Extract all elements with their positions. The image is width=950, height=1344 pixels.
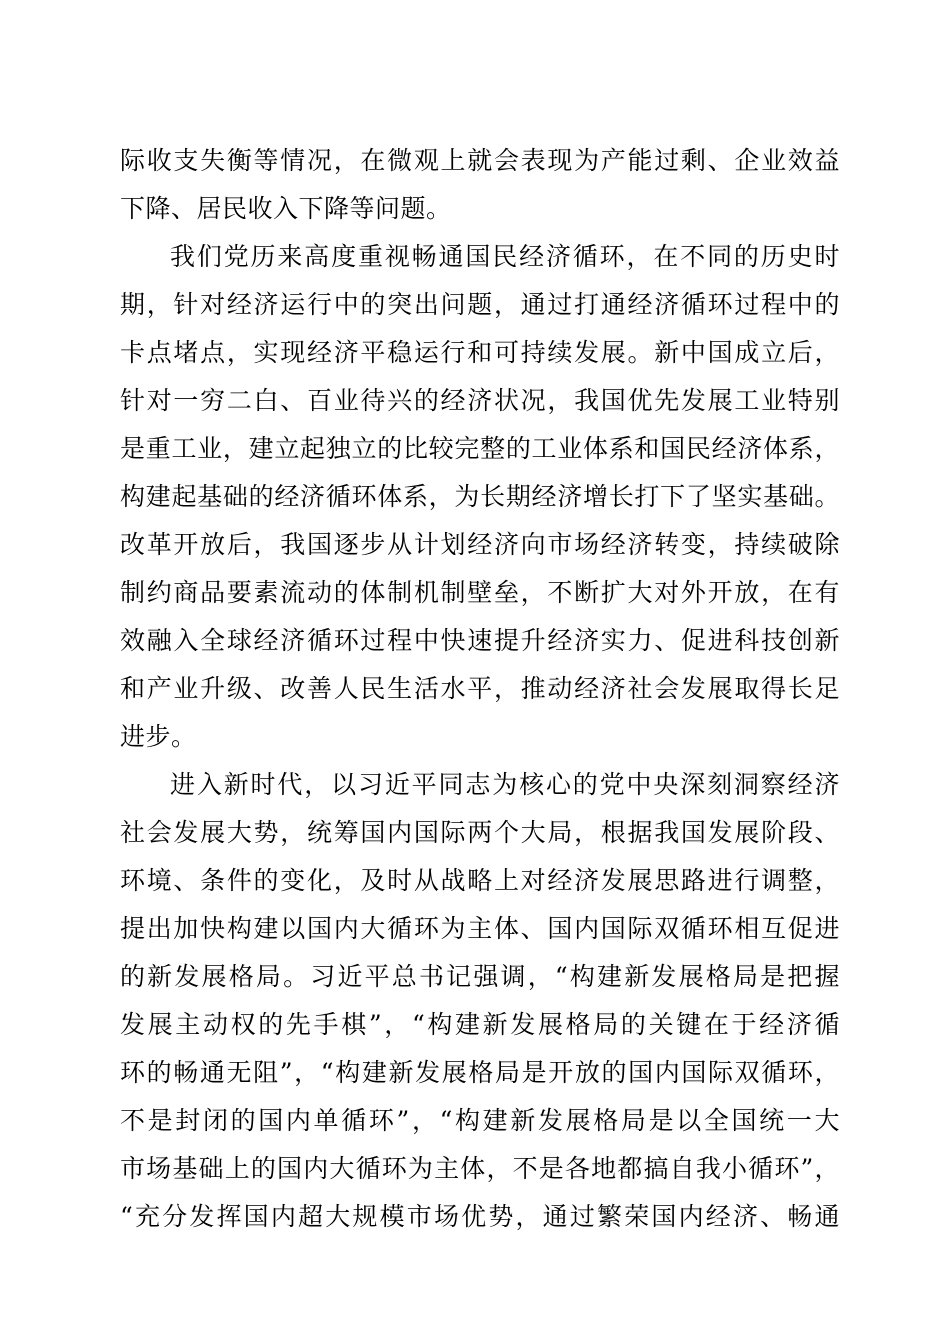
text-line: 际收支失衡等情况，在微观上就会表现为产能过剩、企业效益 — [120, 146, 840, 175]
text-line: 进入新时代，以习近平同志为核心的党中央深刻洞察经济 — [170, 770, 840, 799]
text-line: 下降、居民收入下降等问题。 — [120, 194, 452, 223]
text-line: 社会发展大势，统筹国内国际两个大局，根据我国发展阶段、 — [120, 818, 840, 847]
text-line: 期，针对经济运行中的突出问题，通过打通经济循环过程中的 — [120, 290, 840, 319]
text-line: 发展主动权的先手棋”，“构建新发展格局的关键在于经济循 — [120, 1010, 840, 1039]
text-line: 是重工业，建立起独立的比较完整的工业体系和国民经济体系， — [120, 434, 840, 463]
text-line: 不是封闭的国内单循环”，“构建新发展格局是以全国统一大 — [120, 1106, 840, 1135]
text-line: 我们党历来高度重视畅通国民经济循环，在不同的历史时 — [170, 242, 840, 271]
text-line: “充分发挥国内超大规模市场优势，通过繁荣国内经济、畅通 — [120, 1202, 840, 1231]
text-line: 构建起基础的经济循环体系，为长期经济增长打下了坚实基础。 — [120, 482, 840, 511]
text-line: 效融入全球经济循环过程中快速提升经济实力、促进科技创新 — [120, 626, 840, 655]
text-line: 制约商品要素流动的体制机制壁垒，不断扩大对外开放，在有 — [120, 578, 840, 607]
text-line: 市场基础上的国内大循环为主体，不是各地都搞自我小循环”， — [120, 1154, 840, 1183]
text-line: 提出加快构建以国内大循环为主体、国内国际双循环相互促进 — [120, 914, 840, 943]
text-line: 改革开放后，我国逐步从计划经济向市场经济转变，持续破除 — [120, 530, 840, 559]
text-line: 和产业升级、改善人民生活水平，推动经济社会发展取得长足 — [120, 674, 840, 703]
text-line: 环的畅通无阻”，“构建新发展格局是开放的国内国际双循环， — [120, 1058, 840, 1087]
document-body — [120, 137, 840, 1241]
text-line: 的新发展格局。习近平总书记强调，“构建新发展格局是把握 — [120, 962, 840, 991]
text-line: 环境、条件的变化，及时从战略上对经济发展思路进行调整， — [120, 866, 840, 895]
text-line: 卡点堵点，实现经济平稳运行和可持续发展。新中国成立后， — [120, 338, 840, 367]
text-line: 针对一穷二白、百业待兴的经济状况，我国优先发展工业特别 — [120, 386, 840, 415]
text-line: 进步。 — [120, 722, 197, 751]
